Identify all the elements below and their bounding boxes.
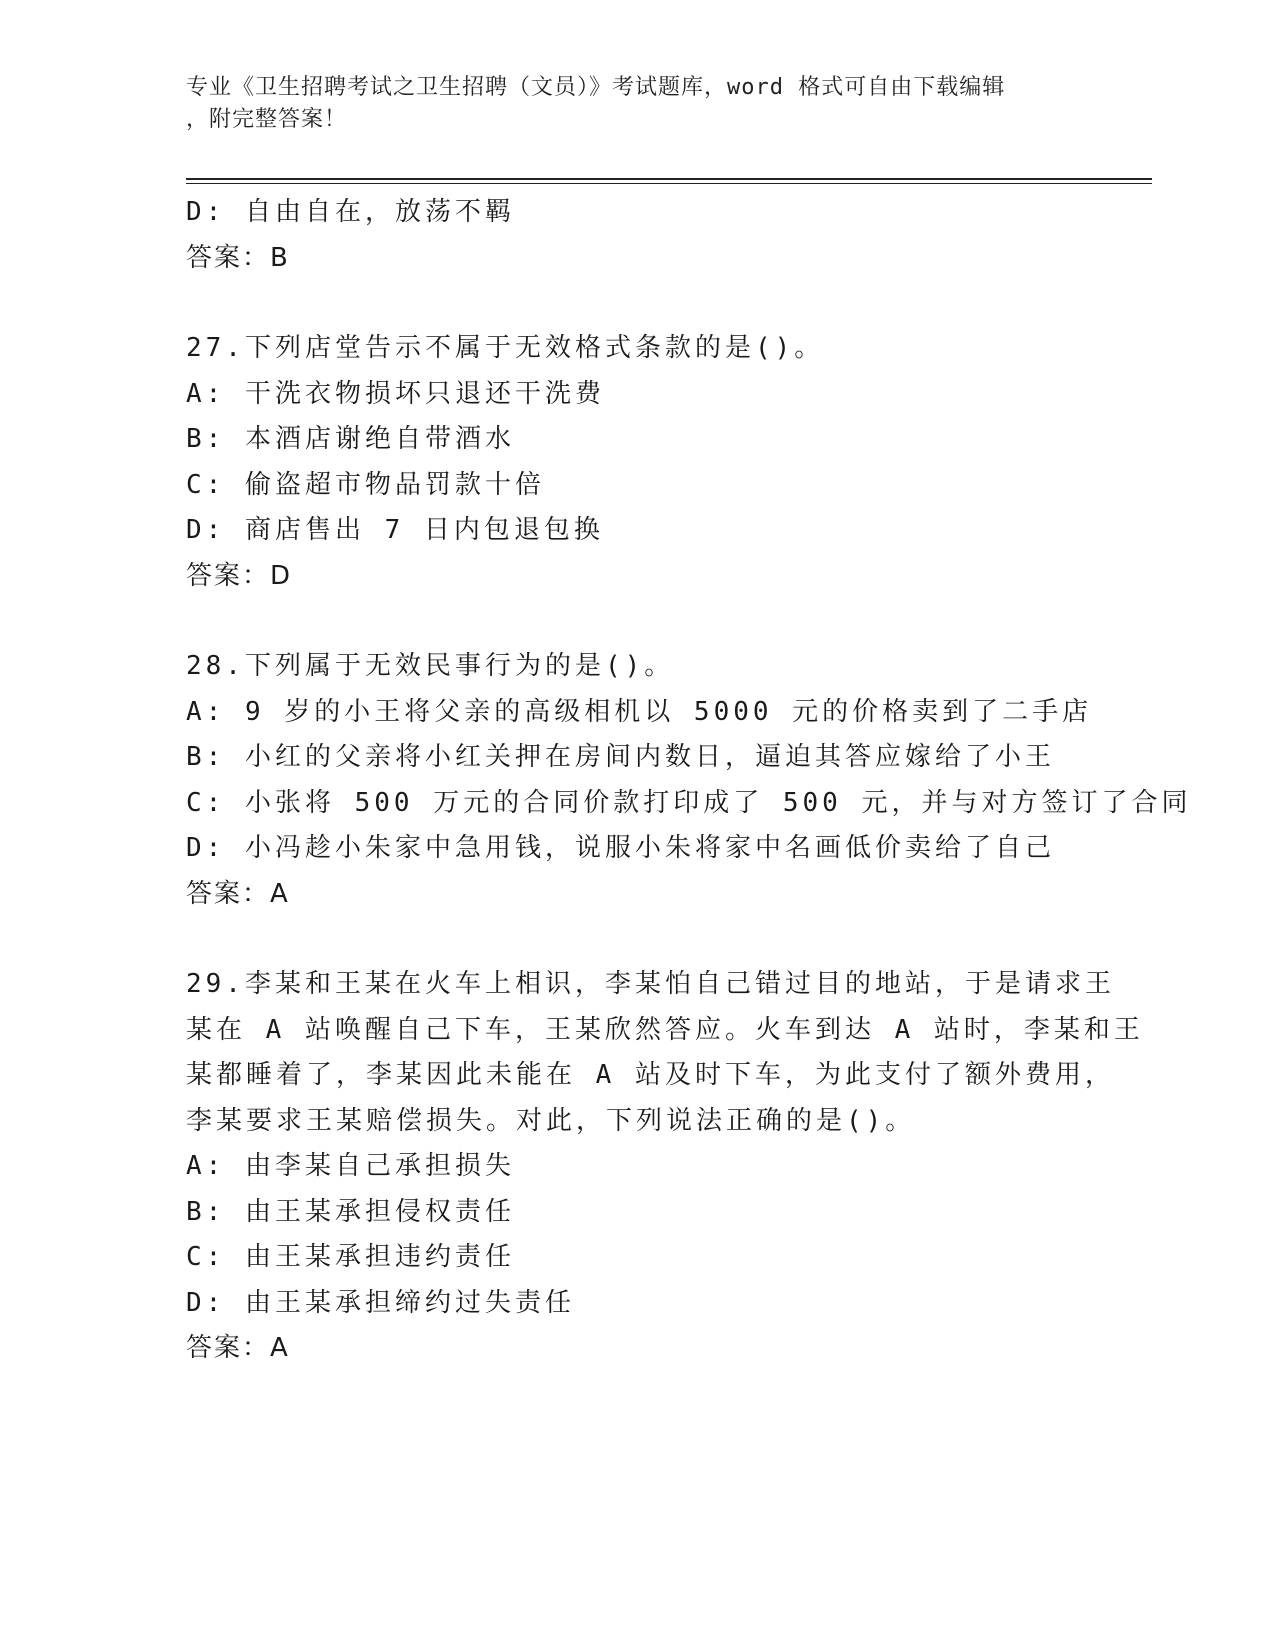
- document-header: [186, 72, 1066, 136]
- option-d: D: 商店售出 7 日内包退包换: [186, 515, 604, 545]
- option-d: D: 由王某承担缔约过失责任: [186, 1287, 575, 1318]
- header-line-1: 专业《卫生招聘考试之卫生招聘（文员）》考试题库，word 格式可自由下载编辑: [186, 75, 1006, 100]
- question-stem: 27.下列店堂告示不属于无效格式条款的是()。: [186, 333, 825, 363]
- question-stem-line: 某都睡着了，李某因此未能在 A 站及时下车，为此支付了额外费用，: [186, 1060, 1115, 1090]
- option-a: A: 由李某自己承担损失: [186, 1151, 515, 1181]
- option-b: B: 小红的父亲将小红关押在房间内数日，逼迫其答应嫁给了小王: [186, 742, 1055, 772]
- option-b: B: 本酒店谢绝自带酒水: [186, 424, 515, 454]
- document-body: [186, 190, 1192, 1372]
- previous-question-tail: [186, 190, 1086, 281]
- question-stem-line: 29.李某和王某在火车上相识，李某怕自己错过目的地站，于是请求王: [186, 969, 1115, 999]
- question-stem: 28.下列属于无效民事行为的是()。: [186, 651, 675, 681]
- header-divider: [186, 178, 1152, 180]
- option-c: C: 由王某承担违约责任: [186, 1242, 515, 1272]
- option-d: D: 小冯趁小朱家中急用钱，说服小朱将家中名画低价卖给了自己: [186, 833, 1055, 863]
- option-a: A: 干洗衣物损坏只退还干洗费: [186, 378, 605, 409]
- question-29: [186, 962, 1144, 1372]
- question-27: [186, 326, 1086, 599]
- header-line-2: ，附完整答案！: [186, 107, 348, 132]
- answer: 答案：A: [186, 1333, 290, 1363]
- question-stem-line: 某在 A 站唤醒自己下车，王某欣然答应。火车到达 A 站时，李某和王: [186, 1014, 1144, 1045]
- option-b: B: 由王某承担侵权责任: [186, 1196, 515, 1227]
- question-stem-line: 李某要求王某赔偿损失。对此，下列说法正确的是()。: [186, 1105, 916, 1136]
- answer: 答案：B: [186, 242, 290, 273]
- option-c: C: 小张将 500 万元的合同价款打印成了 500 元，并与对方签订了合同: [186, 787, 1192, 818]
- question-28: [186, 644, 1192, 917]
- option-d: D: 自由自在，放荡不羁: [186, 197, 515, 227]
- option-a: A: 9 岁的小王将父亲的高级相机以 5000 元的价格卖到了二手店: [186, 696, 1093, 727]
- answer: 答案：A: [186, 878, 290, 909]
- header-divider-thin: [186, 183, 1152, 184]
- option-c: C: 偷盗超市物品罚款十倍: [186, 469, 545, 500]
- answer: 答案：D: [186, 560, 293, 591]
